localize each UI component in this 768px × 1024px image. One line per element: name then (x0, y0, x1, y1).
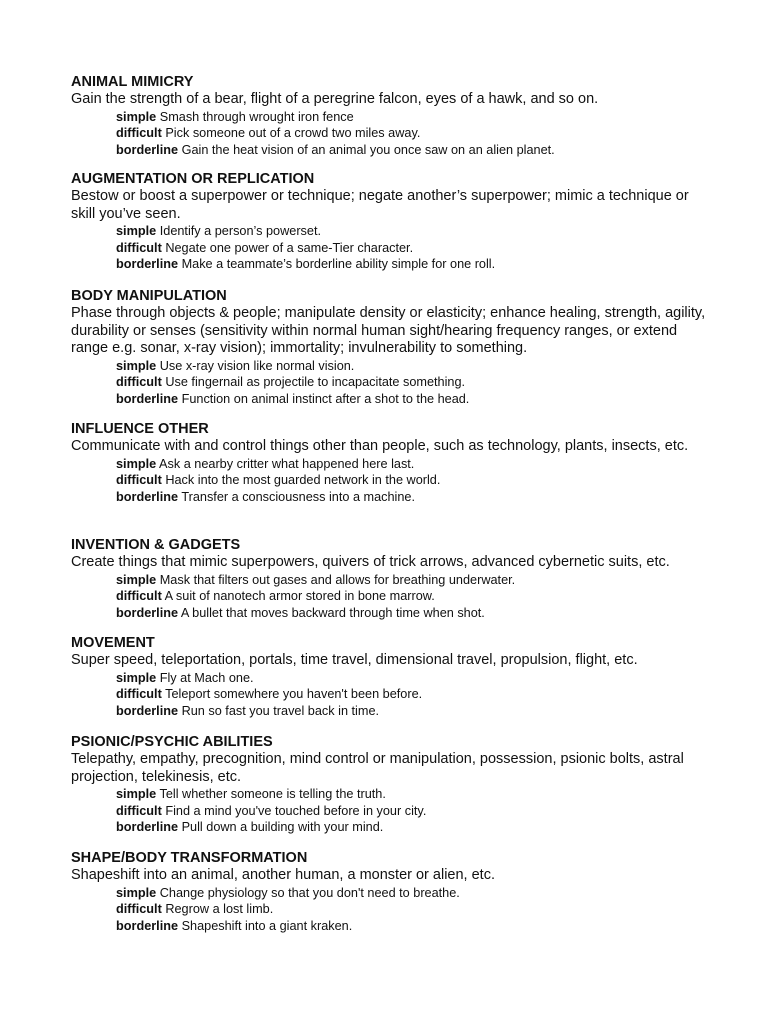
example-list (71, 358, 711, 408)
section-description: Phase through objects & people; manipulate density or elasticity; enhance healing, strength, agility, durability or senses (sensitivity within normal human sight/hearing frequency ranges, or extend range e.g. sonar, x-ray vision); immortality; invulnerability to something. (71, 305, 706, 356)
section-description: Create things that mimic superpowers, quivers of trick arrows, advanced cybernetic suits, etc. (71, 554, 670, 570)
example-level-label: borderline (116, 391, 179, 406)
section-heading: SHAPE/BODY TRANSFORMATION (71, 850, 308, 866)
section-heading: ANIMAL MIMICRY (71, 74, 194, 90)
example-text: A suit of nanotech armor stored in bone marrow. (164, 589, 435, 604)
example-level-label: borderline (116, 820, 179, 835)
example-simple (116, 358, 711, 375)
example-level-label: borderline (116, 257, 179, 272)
example-borderline (116, 605, 711, 622)
section-heading: INVENTION & GADGETS (71, 537, 241, 553)
section-heading: INFLUENCE OTHER (71, 421, 209, 437)
example-text: Pick someone out of a crowd two miles away. (165, 126, 421, 141)
example-level-label: difficult (116, 473, 162, 488)
example-text: Regrow a lost limb. (165, 902, 274, 917)
example-simple (116, 670, 711, 687)
section-shape-body-transformation (71, 850, 711, 934)
example-text: Fly at Mach one. (159, 670, 254, 685)
example-difficult (116, 588, 711, 605)
example-level-label: simple (116, 456, 157, 471)
example-list (71, 885, 711, 935)
example-list (71, 572, 711, 622)
example-text: Identify a person’s powerset. (159, 224, 322, 238)
example-borderline (116, 703, 711, 720)
section-influence-other (71, 421, 711, 505)
example-text: Use fingernail as projectile to incapacitate something. (165, 375, 466, 390)
example-text: A bullet that moves backward through time when shot. (180, 605, 485, 620)
example-borderline (116, 819, 711, 836)
section-heading: BODY MANIPULATION (71, 288, 227, 304)
example-difficult (116, 240, 711, 257)
example-level-label: borderline (116, 605, 179, 620)
example-level-label: simple (116, 109, 157, 124)
section-description: Bestow or boost a superpower or technique; negate another’s superpower; mimic a technique or skill you’ve seen. (71, 188, 689, 222)
example-list (71, 109, 711, 159)
section-augmentation-or-replication (71, 171, 711, 273)
example-borderline (116, 918, 711, 935)
example-list (71, 456, 711, 506)
example-text: Transfer a consciousness into a machine. (181, 489, 416, 504)
example-level-label: simple (116, 572, 157, 587)
example-level-label: difficult (116, 240, 162, 255)
example-difficult (116, 803, 711, 820)
example-text: Shapeshift into a giant kraken. (181, 918, 353, 933)
section-movement (71, 635, 711, 719)
section-heading: PSIONIC/PSYCHIC ABILITIES (71, 734, 273, 750)
example-list (71, 223, 711, 273)
example-level-label: difficult (116, 126, 162, 141)
example-simple (116, 223, 711, 240)
example-text: Make a teammate’s borderline ability simple for one roll. (181, 257, 496, 272)
example-level-label: simple (116, 670, 157, 685)
section-description: Communicate with and control things other than people, such as technology, plants, insects, etc. (71, 438, 689, 454)
example-level-label: difficult (116, 803, 162, 818)
example-text: Ask a nearby critter what happened here last. (159, 456, 415, 471)
example-list (71, 670, 711, 720)
example-borderline (116, 256, 711, 273)
example-text: Change physiology so that you don't need to breathe. (159, 885, 460, 900)
example-simple (116, 456, 711, 473)
example-text: Negate one power of a same-Tier character. (165, 240, 414, 255)
example-level-label: difficult (116, 687, 162, 702)
example-level-label: difficult (116, 902, 162, 917)
section-heading: AUGMENTATION OR REPLICATION (71, 171, 315, 187)
example-text: Run so fast you travel back in time. (181, 703, 380, 718)
example-simple (116, 885, 711, 902)
example-level-label: simple (116, 885, 157, 900)
example-level-label: borderline (116, 142, 179, 157)
example-level-label: difficult (116, 589, 162, 604)
example-level-label: simple (116, 358, 157, 373)
example-borderline (116, 489, 711, 506)
example-text: Find a mind you've touched before in your city. (165, 803, 427, 818)
example-simple (116, 109, 711, 126)
section-description: Shapeshift into an animal, another human, a monster or alien, etc. (71, 867, 495, 883)
example-level-label: borderline (116, 918, 179, 933)
section-psionic-psychic-abilities (71, 734, 711, 836)
example-text: Smash through wrought iron fence (159, 109, 354, 124)
section-animal-mimicry (71, 74, 711, 158)
example-difficult (116, 901, 711, 918)
example-difficult (116, 374, 711, 391)
section-description: Super speed, teleportation, portals, time travel, dimensional travel, propulsion, flight, etc. (71, 652, 638, 668)
example-text: Mask that filters out gases and allows for breathing underwater. (159, 572, 516, 587)
example-text: Gain the heat vision of an animal you once saw on an alien planet. (181, 142, 555, 157)
example-difficult (116, 125, 711, 142)
example-difficult (116, 686, 711, 703)
example-level-label: simple (116, 224, 157, 238)
example-simple (116, 786, 711, 803)
example-list (71, 786, 711, 836)
example-text: Teleport somewhere you haven't been before. (165, 687, 423, 702)
example-level-label: borderline (116, 489, 179, 504)
example-level-label: borderline (116, 703, 179, 718)
section-description: Telepathy, empathy, precognition, mind control or manipulation, possession, psionic bolts, astral projection, telekinesis, etc. (71, 751, 684, 785)
section-description: Gain the strength of a bear, flight of a peregrine falcon, eyes of a hawk, and so on. (71, 91, 599, 107)
section-heading: MOVEMENT (71, 635, 155, 651)
example-text: Tell whether someone is telling the truth. (159, 787, 386, 801)
example-level-label: difficult (116, 375, 162, 390)
example-difficult (116, 472, 711, 489)
section-invention-and-gadgets (71, 537, 711, 621)
example-borderline (116, 142, 711, 159)
example-text: Hack into the most guarded network in the world. (165, 473, 441, 488)
example-text: Use x-ray vision like normal vision. (159, 358, 355, 373)
example-simple (116, 572, 711, 589)
example-text: Pull down a building with your mind. (181, 820, 384, 835)
example-level-label: simple (116, 787, 157, 801)
section-body-manipulation (71, 288, 711, 407)
example-borderline (116, 391, 711, 408)
example-text: Function on animal instinct after a shot to the head. (181, 391, 470, 406)
